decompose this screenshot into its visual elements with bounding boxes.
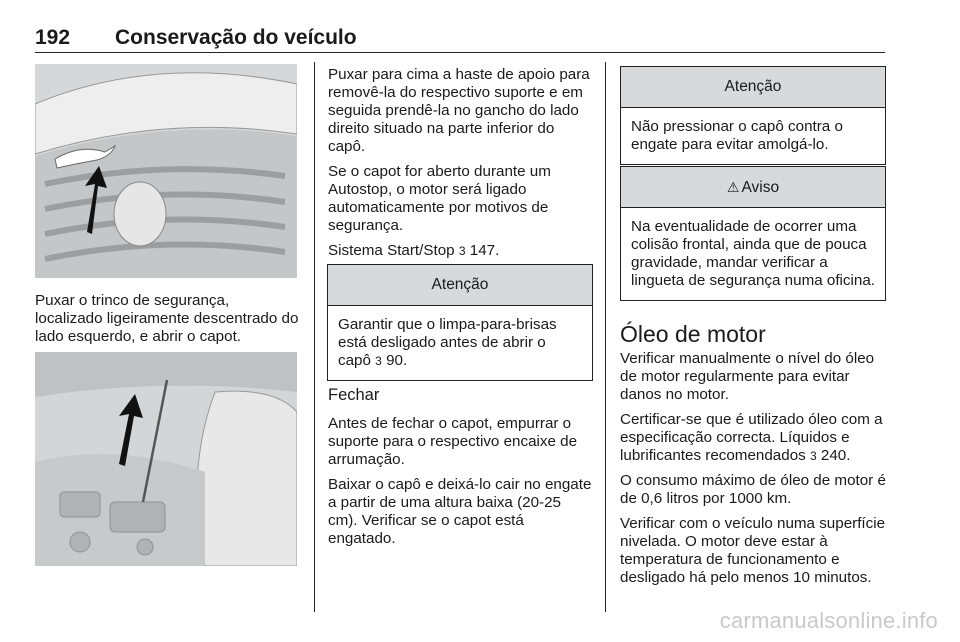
figure-hood-latch — [35, 64, 297, 278]
page-header — [35, 24, 885, 53]
paragraph-check-level: Verificar com o veículo numa superfície nivelada. O motor deve estar à temperatura de funcionamento e desligado há pelo menos 10 minutos. — [620, 515, 886, 586]
warning-title-text: Aviso — [741, 179, 780, 196]
notice-body: Não pressionar o capô contra o engate para evitar amolgá-lo. — [631, 118, 843, 153]
caption-hood-latch — [35, 292, 300, 353]
section-title: Conservação do veículo — [115, 26, 357, 49]
ref-text: Sistema Start/Stop — [328, 242, 459, 259]
notice-box-latch — [620, 66, 886, 165]
paragraph-oil-spec — [620, 411, 890, 465]
notice-body — [328, 306, 592, 380]
column-2-bottom-text — [328, 386, 593, 555]
watermark: carmanualsonline.info — [719, 608, 938, 633]
subheading-fechar: Fechar — [328, 386, 380, 404]
page-number: 192 — [35, 26, 71, 49]
paragraph-start-stop-ref — [328, 242, 593, 260]
paragraph-remove-rod: Puxar para cima a haste de apoio para removê-la do respectivo suporte e em seguida prendê-la no gancho do lado direito situado na parte inferior do capô. — [328, 66, 590, 155]
column-2-top-text — [328, 66, 593, 267]
column-divider-2 — [605, 62, 606, 612]
page-ref-icon: 3 — [458, 244, 466, 258]
warning-body: Na eventualidade de ocorrer uma colisão frontal, ainda que de pouca gravidade, mandar verificar a lingueta de segurança numa oficina. — [631, 218, 876, 289]
section-heading-oil: Óleo de motor — [620, 321, 766, 347]
warning-box — [620, 166, 886, 301]
paragraph-check-oil: Verificar manualmente o nível do óleo de motor regularmente para evitar danos no motor. — [620, 350, 875, 403]
paragraph-lower-hood: Baixar o capô e deixá-lo cair no engate a partir de uma altura baixa (20-25 cm). Verificar se o capot está engatado. — [328, 476, 592, 547]
column-divider-1 — [314, 62, 315, 612]
notice-title: Atenção — [621, 67, 885, 108]
caption-text: Puxar o trinco de segurança, localizado ligeiramente descentrado do lado esquerdo, e abrir o capot. — [35, 292, 299, 345]
ref-page[interactable]: 147. — [469, 242, 500, 259]
ref-page[interactable]: 90. — [386, 352, 408, 369]
ref-text: Certificar-se que é utilizado óleo com a especificação correcta. Líquidos e lubrificantes recomendados — [620, 411, 883, 464]
page-ref-icon: 3 — [809, 449, 817, 463]
support-rod-illustration — [35, 352, 297, 566]
warning-title — [621, 167, 885, 208]
paragraph-autostop: Se o capot for aberto durante um Autostop, o motor será ligado automaticamente por motivos de segurança. — [328, 163, 551, 234]
page-ref-icon: 3 — [375, 354, 382, 368]
paragraph-stow-rod: Antes de fechar o capot, empurrar o suporte para o respectivo encaixe de arrumação. — [328, 415, 578, 468]
notice-text: Garantir que o limpa-para-brisas está desligado antes de abrir o capô — [338, 316, 557, 369]
paragraph-oil-consumption: O consumo máximo de óleo de motor é de 0,6 litros por 1000 km. — [620, 472, 886, 507]
notice-box-wiper — [327, 264, 593, 381]
notice-title: Atenção — [328, 265, 592, 306]
figure-support-rod — [35, 352, 297, 566]
hood-latch-illustration — [35, 64, 297, 278]
column-3-text — [620, 350, 890, 594]
warning-triangle-icon: ⚠ — [726, 179, 740, 195]
ref-page[interactable]: 240. — [820, 447, 851, 464]
